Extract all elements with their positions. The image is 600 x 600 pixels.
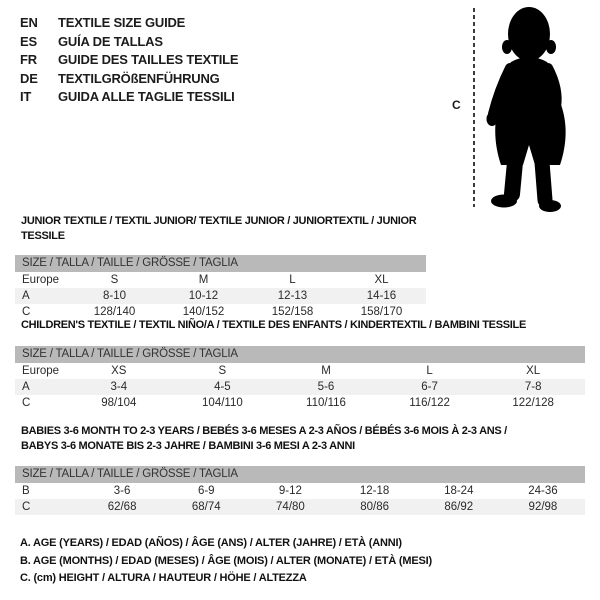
size-table-babies (15, 424, 585, 515)
language-title-block (20, 14, 238, 107)
size-cell: 12-18 (359, 485, 390, 497)
size-cell: 68/74 (191, 501, 221, 513)
table-title-line: JUNIOR TEXTILE / TEXTIL JUNIOR/ TEXTILE JUNIOR / JUNIORTEXTIL / JUNIOR TESSILE (21, 215, 417, 242)
row-label: C (22, 501, 31, 513)
size-row-europe (15, 363, 585, 379)
size-cell: 5-6 (317, 381, 335, 393)
row-label: Europe (22, 274, 60, 286)
size-cell: 104/110 (202, 397, 243, 409)
size-cell: 152/158 (271, 306, 314, 318)
lang-row-en (20, 14, 238, 33)
size-cell: L (289, 274, 296, 286)
size-cell: 158/170 (360, 306, 403, 318)
lang-code: ES (20, 33, 37, 49)
table-body (15, 483, 585, 515)
size-header-bar: SIZE / TALLA / TAILLE / GRÖSSE / TAGLIA (15, 255, 426, 272)
row-label: Europe (22, 365, 60, 377)
footnote-c: C. (cm) HEIGHT / ALTURA / HAUTEUR / HÖHE / ALTEZZA (20, 572, 307, 584)
lang-title: TEXTILE SIZE GUIDE (58, 15, 186, 30)
size-cell: 86/92 (444, 501, 474, 513)
baby-silhouette-icon (480, 4, 590, 214)
size-cell: 74/80 (276, 501, 305, 513)
lang-code: EN (20, 15, 38, 30)
row-label: B (22, 485, 30, 497)
size-cell: 110/116 (306, 397, 346, 409)
size-cell: 80/86 (360, 501, 389, 513)
size-cell: 3-6 (113, 485, 131, 497)
size-cell: 4-5 (214, 381, 231, 393)
table-body (15, 363, 585, 411)
size-cell: 3-4 (110, 381, 128, 393)
table-title (15, 214, 426, 244)
size-header-bar: SIZE / TALLA / TAILLE / GRÖSSE / TAGLIA (15, 346, 585, 363)
table-title-line: BABYS 3-6 MONATE BIS 2-3 JAHRE / BAMBINI 3-6 MESI A 2-3 ANNI (21, 440, 355, 452)
lang-title: GUÍA DE TALLAS (58, 33, 163, 49)
size-cell: 18-24 (444, 485, 474, 497)
size-table-junior (15, 214, 426, 320)
lang-code: FR (20, 52, 37, 67)
row-label: C (22, 306, 31, 318)
size-cell: 7-8 (524, 381, 542, 393)
size-cell: 128/140 (93, 306, 136, 318)
footnote-b: B. AGE (MONTHS) / EDAD (MESES) / ÂGE (MOIS) / ALTER (MONATE) / ETÀ (MESI) (20, 554, 432, 567)
size-header-bar: SIZE / TALLA / TAILLE / GRÖSSE / TAGLIA (15, 466, 585, 483)
size-cell: 8-10 (102, 290, 127, 302)
size-cell: 140/152 (182, 306, 225, 318)
lang-title: GUIDA ALLE TAGLIE TESSILI (58, 89, 235, 104)
size-table-children (15, 318, 585, 411)
size-cell: S (218, 365, 227, 377)
lang-row-fr (20, 51, 238, 70)
lang-row-es (20, 33, 238, 52)
lang-code: DE (20, 70, 38, 86)
table-title (15, 318, 585, 333)
size-cell: 62/68 (107, 501, 137, 513)
height-measure-label: C (452, 98, 461, 112)
table-title-line: CHILDREN'S TEXTILE / TEXTIL NIÑO/A / TEXTILE DES ENFANTS / KINDERTEXTIL / BAMBINI TESSILE (21, 319, 526, 331)
row-label: A (22, 290, 30, 302)
size-cell: L (426, 365, 433, 377)
table-title-line: BABIES 3-6 MONTH TO 2-3 YEARS / BEBÉS 3-6 MESES A 2-3 AÑOS / BÉBÉS 3-6 MOIS À 2-3 ANS / (21, 425, 507, 437)
size-cell: M (321, 365, 331, 377)
size-cell: 12-13 (277, 290, 308, 302)
size-row-c (15, 395, 585, 411)
row-label: A (22, 381, 30, 393)
size-row-b (15, 483, 585, 499)
size-cell: 10-12 (188, 290, 219, 302)
footnote-a: A. AGE (YEARS) / EDAD (AÑOS) / ÂGE (ANS) / ALTER (JAHRE) / ETÀ (ANNI) (20, 537, 402, 549)
size-cell: M (198, 274, 209, 286)
size-cell: XS (111, 365, 127, 377)
size-cell: 122/128 (512, 397, 554, 409)
height-measure-dashed-line (473, 8, 475, 207)
footnotes (20, 535, 432, 588)
row-label: C (22, 397, 31, 409)
size-cell: 24-36 (528, 485, 558, 497)
table-title (15, 424, 585, 454)
lang-code: IT (20, 89, 32, 104)
size-cell: 9-12 (278, 485, 302, 497)
size-row-a (15, 379, 585, 395)
size-cell: 92/98 (528, 501, 558, 513)
lang-row-de (20, 70, 238, 89)
size-row-c (15, 499, 585, 515)
size-cell: XL (374, 274, 389, 286)
size-cell: 6-9 (197, 485, 215, 497)
size-cell: XL (526, 365, 541, 377)
size-cell: 116/122 (409, 397, 450, 409)
table-body (15, 272, 426, 320)
size-row-europe (15, 272, 426, 288)
lang-title: TEXTILGRÖßENFÜHRUNG (58, 70, 220, 86)
lang-title: GUIDE DES TAILLES TEXTILE (58, 52, 239, 67)
size-cell: S (110, 274, 119, 286)
size-cell: 98/104 (101, 397, 137, 409)
size-row-a (15, 288, 426, 304)
size-cell: 6-7 (421, 381, 438, 393)
size-cell: 14-16 (366, 290, 397, 302)
lang-row-it (20, 88, 238, 107)
